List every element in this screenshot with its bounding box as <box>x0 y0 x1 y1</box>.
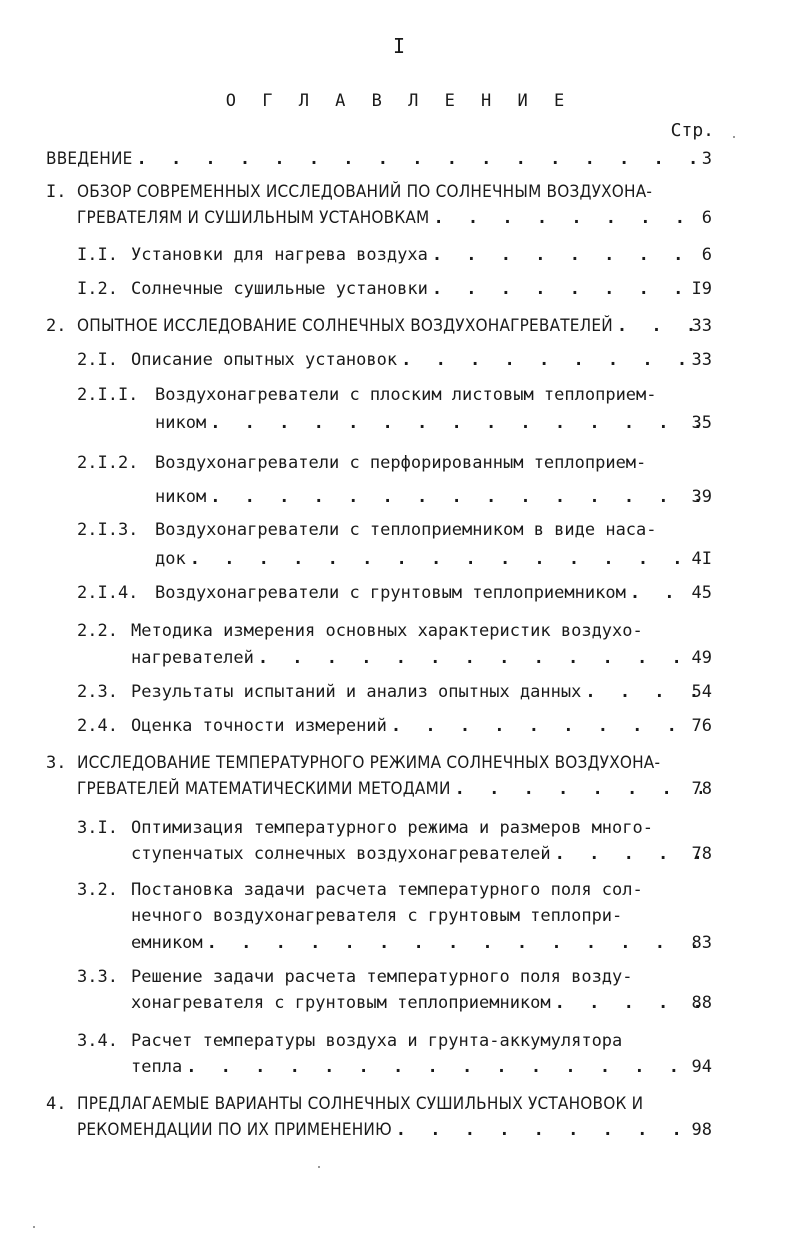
dot-leader <box>186 1053 702 1081</box>
toc-entry-title: хонагревателя с грунтовым теплоприемником <box>131 993 551 1013</box>
dot-leader <box>136 145 702 173</box>
toc-entry-number: 3.I. <box>77 818 118 838</box>
toc-entry-page: 4I <box>691 549 712 569</box>
toc-entry-line <box>131 963 633 991</box>
dot-leader <box>210 483 702 511</box>
dot-leader <box>391 712 702 740</box>
toc-entry-title: Описание опытных установок <box>131 350 398 370</box>
toc-entry-title: Расчет температуры воздуха и грунта-аккумулятора <box>131 1031 623 1051</box>
toc-entry-title: док <box>155 549 186 569</box>
dot-leader <box>207 929 702 957</box>
toc-entry-line <box>131 876 643 904</box>
toc-entry-line <box>131 1027 622 1055</box>
toc-entry-title: ИССЛЕДОВАНИЕ ТЕМПЕРАТУРНОГО РЕЖИМА СОЛНЕЧНЫХ ВОЗДУХОНА- <box>77 753 661 773</box>
toc-entry-line <box>131 989 706 1017</box>
dot-leader <box>401 346 702 374</box>
page-column-header: Стр. <box>670 120 714 141</box>
toc-entry-page: I9 <box>691 279 712 299</box>
toc-entry-page: 98 <box>691 1120 712 1140</box>
toc-entry-line <box>155 579 706 607</box>
toc-entry-line <box>77 1090 643 1118</box>
page-number: I <box>392 34 406 58</box>
toc-entry-line <box>77 749 660 777</box>
scan-speck <box>733 136 735 138</box>
toc-entry-page: 3 <box>701 149 712 169</box>
toc-entry-line <box>131 346 706 374</box>
toc-entry-title: тепла <box>131 1057 183 1077</box>
toc-entry-page: 39 <box>691 487 712 507</box>
toc-entry-number: I.2. <box>77 279 118 299</box>
dot-leader <box>555 840 702 868</box>
toc-entry-page: 78 <box>691 844 712 864</box>
toc-entry-line <box>77 178 652 206</box>
toc-entry-title: ПРЕДЛАГАЕМЫЕ ВАРИАНТЫ СОЛНЕЧНЫХ СУШИЛЬНЫХ УСТАНОВОК И <box>77 1094 644 1114</box>
toc-entry-title: ником <box>155 487 207 507</box>
toc-entry-page: 35 <box>691 413 712 433</box>
toc-entry-page: 6 <box>701 245 712 265</box>
toc-entry-page: 94 <box>691 1057 712 1077</box>
toc-entry-title: Решение задачи расчета температурного поля возду- <box>131 967 633 987</box>
toc-entry-title: Воздухонагреватели с теплоприемником в виде наса- <box>155 520 657 540</box>
toc-entry-page: 88 <box>691 993 712 1013</box>
dot-leader <box>432 241 702 269</box>
toc-entry-page: 49 <box>691 648 712 668</box>
toc-entry-number: 2.3. <box>77 682 118 702</box>
toc-entry-line <box>131 929 706 957</box>
toc-entry-line <box>46 145 706 173</box>
toc-entry-number: 2.I.3. <box>77 520 139 540</box>
toc-entry-line <box>131 712 706 740</box>
toc-entry-title: Оптимизация температурного режима и размеров много- <box>131 818 653 838</box>
toc-entry-line <box>155 409 706 437</box>
toc-entry-title: ОПЫТНОЕ ИССЛЕДОВАНИЕ СОЛНЕЧНЫХ ВОЗДУХОНАГРЕВАТЕЛЕЙ <box>77 316 613 336</box>
toc-entry-number: 2.4. <box>77 716 118 736</box>
toc-entry-line <box>155 483 706 511</box>
dot-leader <box>617 312 702 340</box>
dot-leader <box>210 409 702 437</box>
toc-entry-line <box>131 678 706 706</box>
toc-entry-title: Солнечные сушильные установки <box>131 279 428 299</box>
contents-heading: О Г Л А В Л Е Н И Е <box>225 91 573 111</box>
toc-entry-title: Оценка точности измерений <box>131 716 387 736</box>
dot-leader <box>433 204 702 232</box>
toc-entry-page: 76 <box>691 716 712 736</box>
toc-entry-line <box>155 516 657 544</box>
toc-entry-line <box>131 644 706 672</box>
toc-entry-line <box>131 814 653 842</box>
toc-entry-title: нагревателей <box>131 648 254 668</box>
toc-entry-number: 2.I. <box>77 350 118 370</box>
toc-entry-title: Воздухонагреватели с плоским листовым теплоприем- <box>155 385 657 405</box>
toc-entry-title: Установки для нагрева воздуха <box>131 245 428 265</box>
toc-entry-number: 2. <box>46 316 67 336</box>
toc-entry-title: Воздухонагреватели с грунтовым теплоприемником <box>155 583 626 603</box>
toc-entry-page: 83 <box>691 933 712 953</box>
toc-entry-title: ником <box>155 413 207 433</box>
toc-entry-title: ступенчатых солнечных воздухонагревателей <box>131 844 551 864</box>
toc-entry-title: ОБЗОР СОВРЕМЕННЫХ ИССЛЕДОВАНИЙ ПО СОЛНЕЧНЫМ ВОЗДУХОНА- <box>77 182 653 202</box>
toc-entry-line <box>155 545 706 573</box>
toc-entry-title: Методика измерения основных характеристик воздухо- <box>131 621 643 641</box>
toc-entry-title: ГРЕВАТЕЛЕЙ МАТЕМАТИЧЕСКИМИ МЕТОДАМИ <box>77 779 451 799</box>
toc-entry-title: ГРЕВАТЕЛЯМ И СУШИЛЬНЫМ УСТАНОВКАМ <box>77 208 430 228</box>
toc-entry-number: 2.I.2. <box>77 453 139 473</box>
toc-entry-number: 3.2. <box>77 880 118 900</box>
toc-entry-page: 78 <box>691 779 712 799</box>
scan-speck <box>33 1226 35 1228</box>
toc-entry-page: 33 <box>691 350 712 370</box>
toc-entry-number: 3. <box>46 753 67 773</box>
toc-entry-title: ВВЕДЕНИЕ <box>46 149 133 169</box>
toc-entry-number: I. <box>46 182 67 202</box>
toc-entry-page: 6 <box>701 208 712 228</box>
dot-leader <box>396 1116 702 1144</box>
toc-entry-line <box>131 617 643 645</box>
dot-leader <box>432 275 702 303</box>
toc-entry-title: Постановка задачи расчета температурного поля сол- <box>131 880 643 900</box>
toc-entry-line <box>155 449 646 477</box>
toc-entry-line <box>77 1116 706 1144</box>
toc-entry-line <box>131 1053 706 1081</box>
toc-entry-title: Воздухонагреватели с перфорированным теплоприем- <box>155 453 647 473</box>
toc-entry-title: нечного воздухонагревателя с грунтовым теплопри- <box>131 906 623 926</box>
toc-entry-line <box>77 312 706 340</box>
dot-leader <box>258 644 702 672</box>
toc-entry-line <box>131 241 706 269</box>
toc-entry-number: 3.3. <box>77 967 118 987</box>
toc-entry-number: 3.4. <box>77 1031 118 1051</box>
dot-leader <box>585 678 702 706</box>
toc-entry-number: 4. <box>46 1094 67 1114</box>
toc-entry-number: 2.I.4. <box>77 583 139 603</box>
toc-entry-line <box>77 775 706 803</box>
dot-leader <box>555 989 702 1017</box>
toc-entry-title: емником <box>131 933 203 953</box>
toc-entry-page: 54 <box>691 682 712 702</box>
toc-entry-number: 2.2. <box>77 621 118 641</box>
toc-entry-line <box>77 204 706 232</box>
toc-entry-line <box>155 381 657 409</box>
toc-entry-page: 45 <box>691 583 712 603</box>
toc-entry-number: 2.I.I. <box>77 385 139 405</box>
dot-leader <box>190 545 702 573</box>
toc-entry-title: Результаты испытаний и анализ опытных данных <box>131 682 582 702</box>
toc-entry-title: РЕКОМЕНДАЦИИ ПО ИХ ПРИМЕНЕНИЮ <box>77 1120 392 1140</box>
dot-leader <box>455 775 702 803</box>
toc-entry-line <box>131 840 706 868</box>
toc-entry-number: I.I. <box>77 245 118 265</box>
toc-entry-line <box>131 902 622 930</box>
toc-entry-line <box>131 275 706 303</box>
toc-entry-page: 33 <box>691 316 712 336</box>
scan-speck <box>318 1166 320 1168</box>
